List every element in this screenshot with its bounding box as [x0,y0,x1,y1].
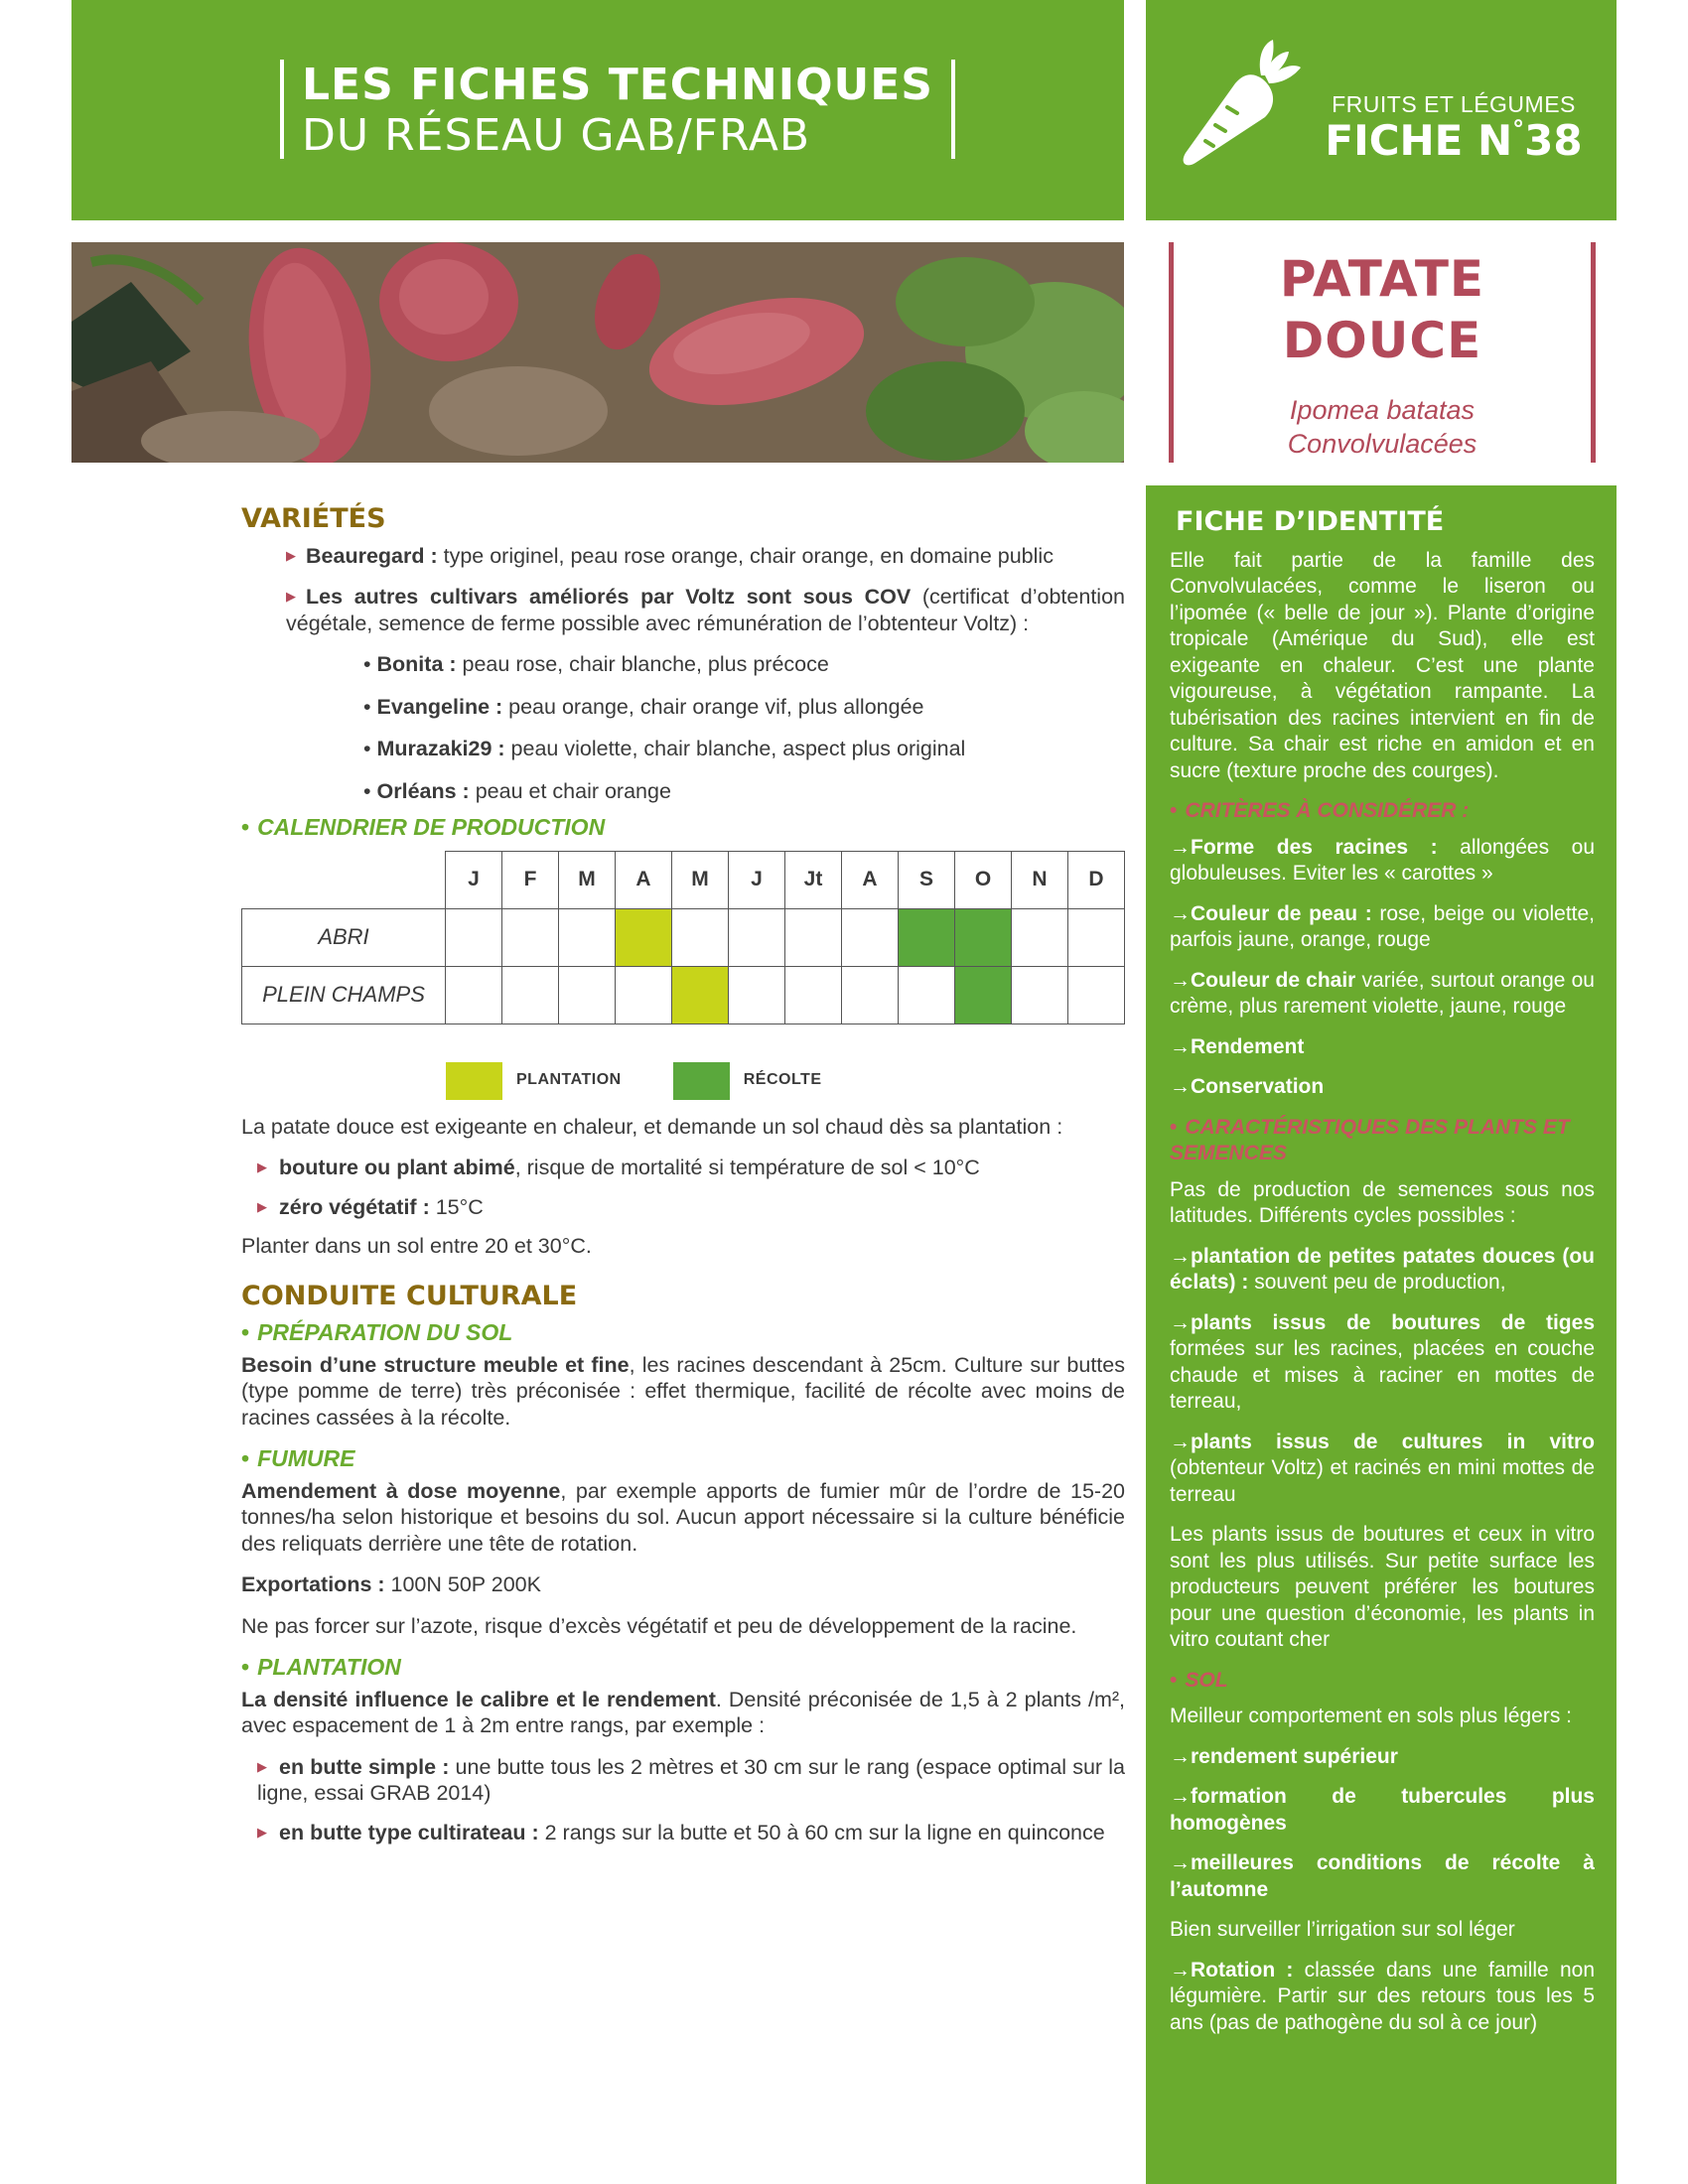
main-column [241,503,1126,1858]
fumure-heading: • FUMURE [241,1445,355,1471]
plantation-swatch [446,1062,502,1100]
calendar-cell [559,908,616,966]
identity-heading: FICHE D’IDENTITÉ [1176,506,1445,537]
calendar-cell [446,908,502,966]
criteria-heading: • CRITÈRES À CONSIDÉRER : [1170,799,1470,822]
crop-title-line2: DOUCE [1282,312,1482,369]
calendar-cell [1012,908,1068,966]
calendar-legend [446,1062,1125,1100]
sweet-potato-photo [71,242,1124,463]
criteria-item: →Couleur de chair variée, surtout orange ou crème, plus rarement violette, jaune, rouge [1170,968,1595,1018]
seed-outro: Les plants issus de boutures et ceux in vitro sont les plus utilisés. Sur petite surface les producteurs peuvent préférer les boutures pour une question d’économie, les plants in vitro coutant cher [1170,1523,1595,1651]
fumure-text: Amendement à dose moyenne, par exemple apports de fumier mûr de l’ordre de 15-20 tonnes/ha selon historique et besoins du sol. Aucun apport nécessaire si la culture bénéficie des reliquats derrière une tête de rotation. [241,1478,1126,1556]
calendar-row [242,966,1125,1024]
calendar-cell [616,908,672,966]
list-item: ▶ Beauregard : type originel, peau rose orange, chair orange, en domaine public [286,543,1054,568]
arrow-icon: → [1170,1958,1191,1981]
month-header: A [616,851,672,908]
calendar-cell [502,908,559,966]
calendar-cell [672,908,729,966]
soil-item: →formation de tubercules plus homogènes [1170,1785,1595,1835]
arrow-icon: → [1170,1310,1191,1334]
arrow-icon: → [1170,1851,1191,1874]
seed-item: →plants issus de cultures in vitro (obtenteur Voltz) et racinés en mini mottes de terreau [1170,1430,1595,1506]
triangle-bullet-icon: ▶ [257,1758,267,1774]
calendar-cell [672,966,729,1024]
triangle-bullet-icon: ▶ [286,547,296,563]
criteria-item: →Rendement [1170,1034,1305,1058]
planting-temperature: Planter dans un sol entre 20 et 30°C. [241,1234,592,1258]
month-header: S [899,851,955,908]
fiche-category: FRUITS ET LÉGUMES [1332,91,1576,117]
plantation-legend-label: PLANTATION [516,1071,622,1089]
list-item: ▶ zéro végétatif : 15°C [257,1194,484,1219]
criteria-item: →Couleur de peau : rose, beige ou violette, parfois jaune, orange, rouge [1170,901,1595,951]
criteria-item: →Forme des racines : allongées ou globuleuses. Eviter les « carottes » [1170,835,1595,885]
month-header: D [1068,851,1125,908]
seed-item: →plantation de petites patates douces (ou éclats) : souvent peu de production, [1170,1244,1595,1294]
identity-sidebar [1146,485,1617,2184]
exportations-text: Exportations : 100N 50P 200K [241,1572,541,1596]
rotation-text: →Rotation : classée dans une famille non légumière. Partir sur des retours tous les 5 ans (pas de pathogène du sol à ce jour) [1170,1958,1595,2034]
month-header: J [729,851,785,908]
arrow-icon: → [1170,1244,1191,1268]
calendar-cell [899,966,955,1024]
plantation-text: La densité influence le calibre et le rendement. Densité préconisée de 1,5 à 2 plants /m², avec espacement de 1 à 2m entre rangs, par exemple : [241,1687,1126,1737]
calendar-cell [1068,966,1125,1024]
azote-text: Ne pas forcer sur l’azote, risque d’excès végétatif et peu de développement de la racine. [241,1613,1077,1638]
calendar-cell [1012,966,1068,1024]
identity-intro: Elle fait partie de la famille des Convolvulacées, comme le liseron ou l’ipomée (« belle de jour »). Plante d’origine tropicale (Amérique du Sud), elle est exigeante en chaleur. C’est une plante vigoureuse, à végétation rampante. La tubérisation des racines intervient en fin de culture. Sa chair est riche en amidon et en sucre (texture proche des courges). [1170,548,1595,782]
triangle-bullet-icon: ▶ [257,1198,267,1214]
variety-item: • Evangeline : peau orange, chair orange vif, plus allongée [363,694,924,719]
variety-item: • Bonita : peau rose, chair blanche, plus précoce [363,652,829,676]
arrow-icon: → [1170,1785,1191,1808]
botanical-family: Convolvulacées [1287,429,1477,459]
series-title-line1: LES FICHES TECHNIQUES [302,60,933,110]
month-header: Jt [785,851,842,908]
variety-item: • Murazaki29 : peau violette, chair blanche, aspect plus original [363,737,966,760]
production-calendar [241,851,1125,1024]
month-header: A [842,851,899,908]
series-title-line2: DU RÉSEAU GAB/FRAB [302,110,811,161]
fiche-number: FICHE N°38 [1325,115,1583,165]
calendar-heading: • CALENDRIER DE PRODUCTION [241,814,606,840]
latin-species: Ipomea batatas [1289,395,1476,425]
seed-item: →plants issus de boutures de tiges formées sur les racines, placées en couche chaude et mises à raciner en mottes de terreau, [1170,1310,1595,1413]
calendar-cell [785,908,842,966]
calendar-cell [785,966,842,1024]
calendar-row-label: ABRI [242,908,446,966]
calendar-cell [899,908,955,966]
calendar-cell [955,908,1012,966]
calendar-cell [446,966,502,1024]
calendar-cell [955,966,1012,1024]
plantation-heading: • PLANTATION [241,1654,401,1680]
arrow-icon: → [1170,968,1191,992]
criteria-item: →Conservation [1170,1075,1325,1098]
list-item: ▶ Les autres cultivars améliorés par Voltz sont sous COV (certificat d’obtention végétale, semence de ferme possible avec rémunération de l’obtenteur Voltz) : [286,585,1125,635]
crop-title-box [1169,242,1596,463]
arrow-icon: → [1170,1430,1191,1453]
triangle-bullet-icon: ▶ [286,589,296,604]
calendar-row [242,908,1125,966]
soil-heading: • SOL [1170,1668,1228,1692]
month-header: N [1012,851,1068,908]
recolte-legend-label: RÉCOLTE [743,1071,822,1089]
calendar-cell [1068,908,1125,966]
month-header: M [672,851,729,908]
calendar-cell [502,966,559,1024]
seed-intro: Pas de production de semences sous nos latitudes. Différents cycles possibles : [1170,1177,1595,1227]
month-header: J [446,851,502,908]
prep-text: Besoin d’une structure meuble et fine, les racines descendant à 25cm. Culture sur buttes (type pomme de terre) très préconisée : effet thermique, facilité de récolte avec moins de racines cassées à la récolte. [241,1352,1125,1430]
arrow-icon: → [1170,901,1191,925]
triangle-bullet-icon: ▶ [257,1160,267,1174]
carrot-icon [1166,36,1305,175]
varietes-heading: VARIÉTÉS [241,503,386,534]
heat-intro: La patate douce est exigeante en chaleur, et demande un sol chaud dès sa plantation : [241,1114,1063,1139]
month-header: O [955,851,1012,908]
seed-heading: • CARACTÉRISTIQUES DES PLANTS ET SEMENCES [1170,1115,1570,1164]
variety-item: • Orléans : peau et chair orange [363,778,671,803]
list-item: ▶ en butte type cultirateau : 2 rangs sur la butte et 50 à 60 cm sur la ligne en quinconce [257,1820,1105,1844]
calendar-cell [842,908,899,966]
header-banner [71,0,1124,220]
month-header: M [559,851,616,908]
calendar-cell [616,966,672,1024]
irrigation-text: Bien surveiller l’irrigation sur sol léger [1170,1918,1515,1941]
calendar-cell [842,966,899,1024]
latin-name [1174,393,1591,461]
list-item: ▶ bouture ou plant abimé, risque de mortalité si température de sol < 10°C [257,1156,980,1179]
calendar-cell [729,966,785,1024]
triangle-bullet-icon: ▶ [257,1824,267,1840]
crop-title-line1: PATATE [1279,250,1485,308]
recolte-swatch [673,1062,730,1100]
arrow-icon: → [1170,1034,1191,1058]
soil-item: →rendement supérieur [1170,1744,1398,1768]
prep-heading: • PRÉPARATION DU SOL [241,1319,513,1345]
calendar-row-label: PLEIN CHAMPS [242,966,446,1024]
calendar-cell [729,908,785,966]
arrow-icon: → [1170,1744,1191,1768]
crop-title [1174,248,1591,371]
fiche-number-box [1146,0,1617,220]
arrow-icon: → [1170,1075,1191,1098]
list-item: ▶ en butte simple : une butte tous les 2 mètres et 30 cm sur le rang (espace optimal sur la ligne, essai GRAB 2014) [257,1754,1125,1805]
soil-item: →meilleures conditions de récolte à l’automne [1170,1851,1595,1901]
month-header: F [502,851,559,908]
calendar-cell [559,966,616,1024]
arrow-icon: → [1170,835,1191,859]
conduite-heading: CONDUITE CULTURALE [241,1280,578,1311]
soil-intro: Meilleur comportement en sols plus légers : [1170,1705,1573,1727]
series-title [280,60,955,159]
